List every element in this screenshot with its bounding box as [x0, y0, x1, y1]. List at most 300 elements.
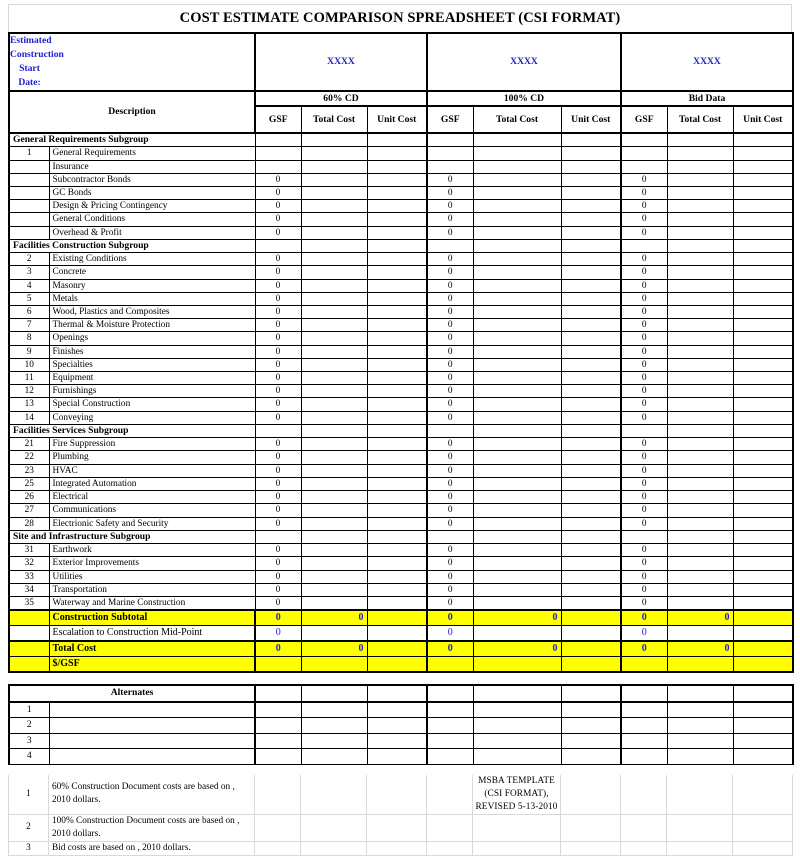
alternate-unit-cost[interactable]: [367, 718, 427, 734]
per-gsf-row-unit-cost[interactable]: [733, 657, 793, 673]
cell-gsf[interactable]: 0: [427, 477, 473, 490]
cell-total-cost[interactable]: [473, 253, 561, 266]
cell-gsf[interactable]: 0: [255, 213, 301, 226]
cell-gsf[interactable]: 0: [427, 570, 473, 583]
cell-total-cost[interactable]: [301, 358, 367, 371]
cell-total-cost[interactable]: [473, 544, 561, 557]
cell-gsf[interactable]: 0: [255, 596, 301, 610]
cell-gsf[interactable]: 0: [255, 306, 301, 319]
cell-total-cost[interactable]: [301, 173, 367, 186]
cell-unit-cost[interactable]: [733, 464, 793, 477]
cell-unit-cost[interactable]: [367, 438, 427, 451]
year-header-2[interactable]: XXXX: [427, 33, 621, 91]
cell-unit-cost[interactable]: [561, 398, 621, 411]
cell-total-cost[interactable]: [473, 319, 561, 332]
cell-total-cost[interactable]: [473, 226, 561, 239]
cell-gsf[interactable]: 0: [255, 372, 301, 385]
cell-gsf[interactable]: 0: [427, 187, 473, 200]
cell-unit-cost[interactable]: [561, 213, 621, 226]
cell-unit-cost[interactable]: [367, 385, 427, 398]
cell-total-cost[interactable]: [301, 491, 367, 504]
cell-unit-cost[interactable]: [367, 345, 427, 358]
cell-total-cost[interactable]: [667, 451, 733, 464]
cell-total-cost[interactable]: [301, 292, 367, 305]
cell-unit-cost[interactable]: [561, 306, 621, 319]
alternate-total-cost[interactable]: [473, 749, 561, 765]
cell-total-cost[interactable]: [301, 319, 367, 332]
cell-gsf[interactable]: 0: [427, 173, 473, 186]
cell-unit-cost[interactable]: [733, 411, 793, 424]
cell-total-cost[interactable]: [301, 583, 367, 596]
cell-unit-cost[interactable]: [733, 306, 793, 319]
cell-gsf[interactable]: 0: [621, 491, 667, 504]
construction-subtotal-row-total-cost[interactable]: 0: [473, 610, 561, 626]
total-cost-row-total-cost[interactable]: 0: [667, 641, 733, 657]
cell-total-cost[interactable]: [301, 398, 367, 411]
cell-total-cost[interactable]: [473, 266, 561, 279]
cell-gsf[interactable]: 0: [621, 213, 667, 226]
cell-total-cost[interactable]: [301, 160, 367, 173]
cell-unit-cost[interactable]: [733, 491, 793, 504]
cell-gsf[interactable]: 0: [427, 385, 473, 398]
cell-gsf[interactable]: 0: [427, 544, 473, 557]
cell-gsf[interactable]: 0: [621, 200, 667, 213]
cell-gsf[interactable]: 0: [621, 173, 667, 186]
alternate-unit-cost[interactable]: [367, 702, 427, 718]
cell-gsf[interactable]: 0: [255, 226, 301, 239]
cell-gsf[interactable]: 0: [621, 266, 667, 279]
construction-subtotal-row-gsf[interactable]: 0: [621, 610, 667, 626]
cell-total-cost[interactable]: [473, 213, 561, 226]
cell-unit-cost[interactable]: [561, 385, 621, 398]
cell-gsf[interactable]: [427, 147, 473, 160]
cell-unit-cost[interactable]: [367, 266, 427, 279]
cell-gsf[interactable]: 0: [427, 226, 473, 239]
cell-gsf[interactable]: 0: [255, 504, 301, 517]
total-cost-row-unit-cost[interactable]: [561, 641, 621, 657]
cell-total-cost[interactable]: [301, 544, 367, 557]
cell-total-cost[interactable]: [301, 570, 367, 583]
escalation-row-total-cost[interactable]: [301, 626, 367, 642]
cell-total-cost[interactable]: [667, 570, 733, 583]
cell-total-cost[interactable]: [667, 200, 733, 213]
construction-subtotal-row-unit-cost[interactable]: [733, 610, 793, 626]
cell-total-cost[interactable]: [301, 253, 367, 266]
cell-unit-cost[interactable]: [733, 345, 793, 358]
cell-total-cost[interactable]: [473, 451, 561, 464]
cell-total-cost[interactable]: [473, 279, 561, 292]
cell-gsf[interactable]: 0: [427, 200, 473, 213]
cell-unit-cost[interactable]: [561, 173, 621, 186]
cell-total-cost[interactable]: [667, 319, 733, 332]
cell-total-cost[interactable]: [667, 187, 733, 200]
alternate-unit-cost[interactable]: [733, 702, 793, 718]
cell-unit-cost[interactable]: [733, 517, 793, 530]
cell-unit-cost[interactable]: [367, 504, 427, 517]
cell-unit-cost[interactable]: [733, 385, 793, 398]
cell-total-cost[interactable]: [473, 147, 561, 160]
cell-gsf[interactable]: 0: [255, 517, 301, 530]
cell-gsf[interactable]: [621, 147, 667, 160]
alternate-unit-cost[interactable]: [561, 749, 621, 765]
cell-gsf[interactable]: 0: [255, 345, 301, 358]
cell-gsf[interactable]: 0: [621, 385, 667, 398]
alternate-unit-cost[interactable]: [733, 749, 793, 765]
cell-gsf[interactable]: 0: [427, 517, 473, 530]
alternate-description[interactable]: [49, 702, 255, 718]
cell-gsf[interactable]: 0: [255, 292, 301, 305]
per-gsf-row-total-cost[interactable]: [473, 657, 561, 673]
cell-unit-cost[interactable]: [561, 583, 621, 596]
total-cost-row-gsf[interactable]: 0: [255, 641, 301, 657]
cell-total-cost[interactable]: [301, 411, 367, 424]
cell-total-cost[interactable]: [301, 504, 367, 517]
total-cost-row-gsf[interactable]: 0: [427, 641, 473, 657]
cell-unit-cost[interactable]: [561, 345, 621, 358]
alternate-gsf[interactable]: [255, 718, 301, 734]
cell-gsf[interactable]: 0: [255, 491, 301, 504]
cell-gsf[interactable]: 0: [255, 398, 301, 411]
alternate-unit-cost[interactable]: [561, 702, 621, 718]
cell-total-cost[interactable]: [667, 279, 733, 292]
cell-total-cost[interactable]: [667, 596, 733, 610]
cell-unit-cost[interactable]: [733, 596, 793, 610]
cell-gsf[interactable]: 0: [427, 345, 473, 358]
cell-total-cost[interactable]: [473, 160, 561, 173]
cell-total-cost[interactable]: [473, 187, 561, 200]
cell-gsf[interactable]: 0: [255, 332, 301, 345]
total-cost-row-unit-cost[interactable]: [367, 641, 427, 657]
cell-total-cost[interactable]: [667, 372, 733, 385]
alternate-unit-cost[interactable]: [367, 733, 427, 749]
cell-unit-cost[interactable]: [733, 226, 793, 239]
alternate-description[interactable]: [49, 718, 255, 734]
cell-gsf[interactable]: 0: [255, 570, 301, 583]
cell-total-cost[interactable]: [301, 266, 367, 279]
cell-gsf[interactable]: 0: [621, 398, 667, 411]
cell-gsf[interactable]: 0: [621, 332, 667, 345]
cell-gsf[interactable]: 0: [255, 173, 301, 186]
cell-total-cost[interactable]: [667, 345, 733, 358]
cell-unit-cost[interactable]: [367, 491, 427, 504]
cell-total-cost[interactable]: [473, 398, 561, 411]
construction-subtotal-row-total-cost[interactable]: 0: [667, 610, 733, 626]
cell-total-cost[interactable]: [473, 200, 561, 213]
cell-total-cost[interactable]: [667, 306, 733, 319]
cell-unit-cost[interactable]: [561, 226, 621, 239]
cell-unit-cost[interactable]: [367, 200, 427, 213]
alternate-gsf[interactable]: [621, 733, 667, 749]
cell-unit-cost[interactable]: [367, 319, 427, 332]
cell-gsf[interactable]: 0: [621, 253, 667, 266]
cell-total-cost[interactable]: [473, 411, 561, 424]
cell-gsf[interactable]: 0: [427, 279, 473, 292]
cell-unit-cost[interactable]: [561, 358, 621, 371]
alternate-total-cost[interactable]: [301, 718, 367, 734]
construction-subtotal-row-unit-cost[interactable]: [367, 610, 427, 626]
cell-gsf[interactable]: 0: [427, 438, 473, 451]
cell-total-cost[interactable]: [667, 173, 733, 186]
cell-unit-cost[interactable]: [367, 226, 427, 239]
alternate-gsf[interactable]: [427, 733, 473, 749]
cell-total-cost[interactable]: [667, 213, 733, 226]
alternate-total-cost[interactable]: [667, 733, 733, 749]
cell-total-cost[interactable]: [667, 398, 733, 411]
cell-gsf[interactable]: 0: [621, 451, 667, 464]
alternate-gsf[interactable]: [621, 718, 667, 734]
alternate-unit-cost[interactable]: [733, 733, 793, 749]
cell-total-cost[interactable]: [667, 411, 733, 424]
cell-total-cost[interactable]: [473, 173, 561, 186]
cell-gsf[interactable]: 0: [427, 292, 473, 305]
cell-unit-cost[interactable]: [367, 372, 427, 385]
cell-gsf[interactable]: 0: [621, 544, 667, 557]
cell-unit-cost[interactable]: [367, 464, 427, 477]
per-gsf-row-gsf[interactable]: [255, 657, 301, 673]
alternate-total-cost[interactable]: [301, 733, 367, 749]
alternate-unit-cost[interactable]: [733, 718, 793, 734]
cell-gsf[interactable]: 0: [427, 372, 473, 385]
cell-gsf[interactable]: 0: [255, 279, 301, 292]
cell-total-cost[interactable]: [301, 557, 367, 570]
cell-unit-cost[interactable]: [367, 173, 427, 186]
cell-gsf[interactable]: 0: [621, 319, 667, 332]
cell-unit-cost[interactable]: [367, 596, 427, 610]
cell-unit-cost[interactable]: [733, 557, 793, 570]
cell-gsf[interactable]: 0: [255, 583, 301, 596]
cell-gsf[interactable]: 0: [255, 477, 301, 490]
cell-total-cost[interactable]: [667, 358, 733, 371]
cell-gsf[interactable]: 0: [427, 464, 473, 477]
cell-gsf[interactable]: 0: [427, 451, 473, 464]
cell-unit-cost[interactable]: [733, 319, 793, 332]
alternate-total-cost[interactable]: [667, 749, 733, 765]
cell-gsf[interactable]: 0: [255, 438, 301, 451]
year-header-1[interactable]: XXXX: [255, 33, 427, 91]
cell-gsf[interactable]: 0: [621, 345, 667, 358]
cell-unit-cost[interactable]: [733, 253, 793, 266]
cell-total-cost[interactable]: [473, 292, 561, 305]
cell-unit-cost[interactable]: [561, 187, 621, 200]
cell-total-cost[interactable]: [667, 160, 733, 173]
cell-total-cost[interactable]: [667, 544, 733, 557]
cell-unit-cost[interactable]: [561, 517, 621, 530]
cell-unit-cost[interactable]: [367, 213, 427, 226]
cell-gsf[interactable]: 0: [621, 187, 667, 200]
cell-unit-cost[interactable]: [367, 358, 427, 371]
alternate-total-cost[interactable]: [473, 718, 561, 734]
cell-gsf[interactable]: [427, 160, 473, 173]
cell-gsf[interactable]: 0: [255, 187, 301, 200]
cell-gsf[interactable]: 0: [621, 504, 667, 517]
cell-unit-cost[interactable]: [561, 477, 621, 490]
cell-gsf[interactable]: 0: [621, 226, 667, 239]
cell-unit-cost[interactable]: [733, 477, 793, 490]
cell-total-cost[interactable]: [301, 385, 367, 398]
cell-total-cost[interactable]: [667, 438, 733, 451]
cell-total-cost[interactable]: [473, 372, 561, 385]
cell-unit-cost[interactable]: [367, 583, 427, 596]
cell-total-cost[interactable]: [667, 332, 733, 345]
cell-gsf[interactable]: 0: [427, 557, 473, 570]
per-gsf-row-total-cost[interactable]: [667, 657, 733, 673]
cell-unit-cost[interactable]: [367, 332, 427, 345]
cell-gsf[interactable]: 0: [621, 358, 667, 371]
cell-unit-cost[interactable]: [733, 147, 793, 160]
alternate-unit-cost[interactable]: [561, 733, 621, 749]
cell-unit-cost[interactable]: [561, 491, 621, 504]
cell-gsf[interactable]: 0: [427, 583, 473, 596]
cell-gsf[interactable]: [621, 160, 667, 173]
cell-unit-cost[interactable]: [367, 557, 427, 570]
cell-gsf[interactable]: 0: [427, 332, 473, 345]
escalation-row-unit-cost[interactable]: [367, 626, 427, 642]
cell-unit-cost[interactable]: [561, 160, 621, 173]
construction-subtotal-row-unit-cost[interactable]: [561, 610, 621, 626]
cell-total-cost[interactable]: [301, 464, 367, 477]
cell-total-cost[interactable]: [301, 332, 367, 345]
cell-total-cost[interactable]: [667, 517, 733, 530]
cell-total-cost[interactable]: [473, 358, 561, 371]
alternate-unit-cost[interactable]: [561, 718, 621, 734]
cell-gsf[interactable]: 0: [255, 358, 301, 371]
cell-total-cost[interactable]: [473, 570, 561, 583]
cell-total-cost[interactable]: [301, 200, 367, 213]
cell-unit-cost[interactable]: [561, 438, 621, 451]
cell-gsf[interactable]: 0: [621, 477, 667, 490]
cell-unit-cost[interactable]: [561, 464, 621, 477]
escalation-row-total-cost[interactable]: [667, 626, 733, 642]
cell-total-cost[interactable]: [301, 372, 367, 385]
cell-unit-cost[interactable]: [367, 544, 427, 557]
cell-gsf[interactable]: 0: [621, 557, 667, 570]
cell-total-cost[interactable]: [667, 385, 733, 398]
cell-unit-cost[interactable]: [733, 438, 793, 451]
cell-unit-cost[interactable]: [561, 504, 621, 517]
cell-unit-cost[interactable]: [733, 292, 793, 305]
cell-gsf[interactable]: 0: [255, 464, 301, 477]
cell-gsf[interactable]: 0: [621, 438, 667, 451]
cell-gsf[interactable]: 0: [621, 279, 667, 292]
cell-total-cost[interactable]: [667, 491, 733, 504]
cell-total-cost[interactable]: [667, 583, 733, 596]
cell-total-cost[interactable]: [301, 147, 367, 160]
cell-total-cost[interactable]: [473, 438, 561, 451]
cell-unit-cost[interactable]: [367, 279, 427, 292]
cell-total-cost[interactable]: [667, 253, 733, 266]
cell-gsf[interactable]: 0: [427, 213, 473, 226]
cell-gsf[interactable]: 0: [621, 372, 667, 385]
alternate-gsf[interactable]: [621, 749, 667, 765]
cell-unit-cost[interactable]: [561, 253, 621, 266]
alternate-total-cost[interactable]: [301, 702, 367, 718]
cell-unit-cost[interactable]: [561, 557, 621, 570]
cell-unit-cost[interactable]: [561, 596, 621, 610]
cell-unit-cost[interactable]: [561, 451, 621, 464]
cell-unit-cost[interactable]: [733, 398, 793, 411]
cell-total-cost[interactable]: [473, 385, 561, 398]
alternate-total-cost[interactable]: [473, 733, 561, 749]
alternate-gsf[interactable]: [255, 702, 301, 718]
cell-gsf[interactable]: 0: [255, 385, 301, 398]
cell-total-cost[interactable]: [301, 279, 367, 292]
cell-total-cost[interactable]: [473, 557, 561, 570]
cell-unit-cost[interactable]: [733, 279, 793, 292]
cell-total-cost[interactable]: [667, 464, 733, 477]
cell-gsf[interactable]: 0: [621, 596, 667, 610]
cell-unit-cost[interactable]: [367, 253, 427, 266]
cell-unit-cost[interactable]: [367, 398, 427, 411]
cell-gsf[interactable]: 0: [255, 319, 301, 332]
construction-subtotal-row-total-cost[interactable]: 0: [301, 610, 367, 626]
escalation-row-gsf[interactable]: 0: [621, 626, 667, 642]
cell-unit-cost[interactable]: [367, 306, 427, 319]
total-cost-row-unit-cost[interactable]: [733, 641, 793, 657]
cell-gsf[interactable]: 0: [621, 570, 667, 583]
cell-total-cost[interactable]: [301, 226, 367, 239]
per-gsf-row-unit-cost[interactable]: [367, 657, 427, 673]
cell-gsf[interactable]: 0: [427, 398, 473, 411]
start-date-value[interactable]: [49, 33, 255, 91]
cell-unit-cost[interactable]: [733, 187, 793, 200]
per-gsf-row-unit-cost[interactable]: [561, 657, 621, 673]
cell-unit-cost[interactable]: [733, 160, 793, 173]
cell-gsf[interactable]: 0: [255, 253, 301, 266]
cell-unit-cost[interactable]: [367, 160, 427, 173]
cell-total-cost[interactable]: [473, 583, 561, 596]
cell-unit-cost[interactable]: [733, 570, 793, 583]
cell-unit-cost[interactable]: [367, 411, 427, 424]
cell-gsf[interactable]: 0: [255, 544, 301, 557]
cell-gsf[interactable]: 0: [255, 266, 301, 279]
cell-gsf[interactable]: 0: [427, 306, 473, 319]
alternate-description[interactable]: [49, 733, 255, 749]
cell-total-cost[interactable]: [473, 477, 561, 490]
cell-unit-cost[interactable]: [733, 372, 793, 385]
cell-gsf[interactable]: 0: [621, 292, 667, 305]
alternate-total-cost[interactable]: [667, 702, 733, 718]
cell-total-cost[interactable]: [301, 517, 367, 530]
cell-gsf[interactable]: 0: [255, 200, 301, 213]
year-header-3[interactable]: XXXX: [621, 33, 793, 91]
cell-unit-cost[interactable]: [367, 187, 427, 200]
alternate-description[interactable]: [49, 749, 255, 765]
cell-gsf[interactable]: 0: [621, 306, 667, 319]
cell-total-cost[interactable]: [667, 557, 733, 570]
cell-gsf[interactable]: 0: [621, 517, 667, 530]
cell-unit-cost[interactable]: [561, 372, 621, 385]
cell-unit-cost[interactable]: [561, 147, 621, 160]
cell-unit-cost[interactable]: [733, 583, 793, 596]
cell-total-cost[interactable]: [473, 504, 561, 517]
alternate-gsf[interactable]: [427, 718, 473, 734]
cell-gsf[interactable]: 0: [427, 504, 473, 517]
cell-unit-cost[interactable]: [733, 451, 793, 464]
cell-total-cost[interactable]: [473, 464, 561, 477]
alternate-gsf[interactable]: [621, 702, 667, 718]
cell-unit-cost[interactable]: [367, 292, 427, 305]
cell-unit-cost[interactable]: [733, 504, 793, 517]
cell-total-cost[interactable]: [301, 596, 367, 610]
cell-total-cost[interactable]: [473, 345, 561, 358]
cell-unit-cost[interactable]: [561, 332, 621, 345]
total-cost-row-gsf[interactable]: 0: [621, 641, 667, 657]
alternate-unit-cost[interactable]: [367, 749, 427, 765]
cell-gsf[interactable]: 0: [427, 596, 473, 610]
alternate-gsf[interactable]: [427, 702, 473, 718]
alternate-gsf[interactable]: [255, 733, 301, 749]
cell-gsf[interactable]: 0: [427, 319, 473, 332]
